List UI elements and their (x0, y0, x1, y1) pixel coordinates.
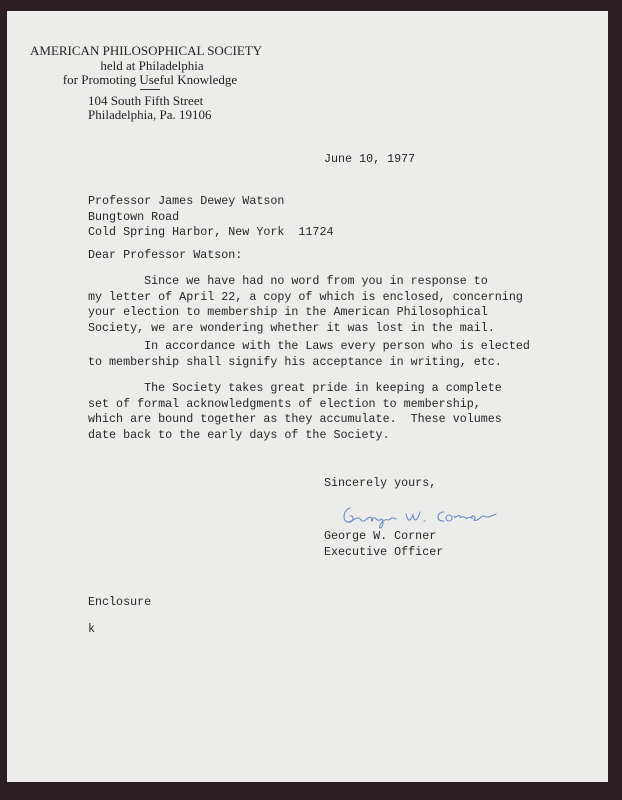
recipient-line: Cold Spring Harbor, New York 11724 (88, 225, 334, 240)
paragraph-1 (88, 274, 523, 336)
text-line: Society, we are wondering whether it was lost in the mail. (88, 320, 495, 335)
paragraph-2 (88, 339, 530, 370)
paragraph-3 (88, 381, 502, 443)
text-line: your election to membership in the American Philosophical (88, 305, 488, 320)
text-line: to membership shall signify his acceptance in writing, etc. (88, 354, 502, 369)
signer-name: George W. Corner (324, 529, 437, 543)
letterhead-org: AMERICAN PHILOSOPHICAL SOCIETY (30, 43, 263, 58)
text-line: set of formal acknowledgments of election to membership, (88, 396, 481, 411)
letter-date: June 10, 1977 (324, 152, 416, 166)
closing: Sincerely yours, (324, 476, 437, 490)
letterhead-line3: for Promoting Useful Knowledge (62, 72, 238, 87)
enclosure-note: Enclosure (88, 595, 152, 609)
text-line: date back to the early days of the Society. (88, 427, 390, 442)
letterhead-line2: held at Philadelphia (100, 58, 204, 73)
typist-initials: k (88, 622, 96, 636)
signer-title: Executive Officer (324, 545, 444, 559)
text-line: In accordance with the Laws every person who is elected (88, 339, 530, 353)
letterhead-rule (140, 89, 160, 90)
recipient-address (88, 194, 333, 241)
letterhead-street: 104 South Fifth Street (88, 93, 204, 108)
text-line: The Society takes great pride in keeping a complete (88, 381, 502, 395)
text-line: which are bound together as they accumulate. These volumes (88, 412, 502, 427)
letterhead-city: Philadelphia, Pa. 19106 (88, 107, 212, 122)
recipient-line: Professor James Dewey Watson (88, 194, 285, 208)
salutation: Dear Professor Watson: (88, 248, 243, 262)
recipient-line: Bungtown Road (88, 209, 180, 224)
handwritten-signature (340, 500, 510, 530)
text-line: Since we have had no word from you in response to (88, 274, 488, 288)
text-line: my letter of April 22, a copy of which is enclosed, concerning (88, 289, 523, 304)
